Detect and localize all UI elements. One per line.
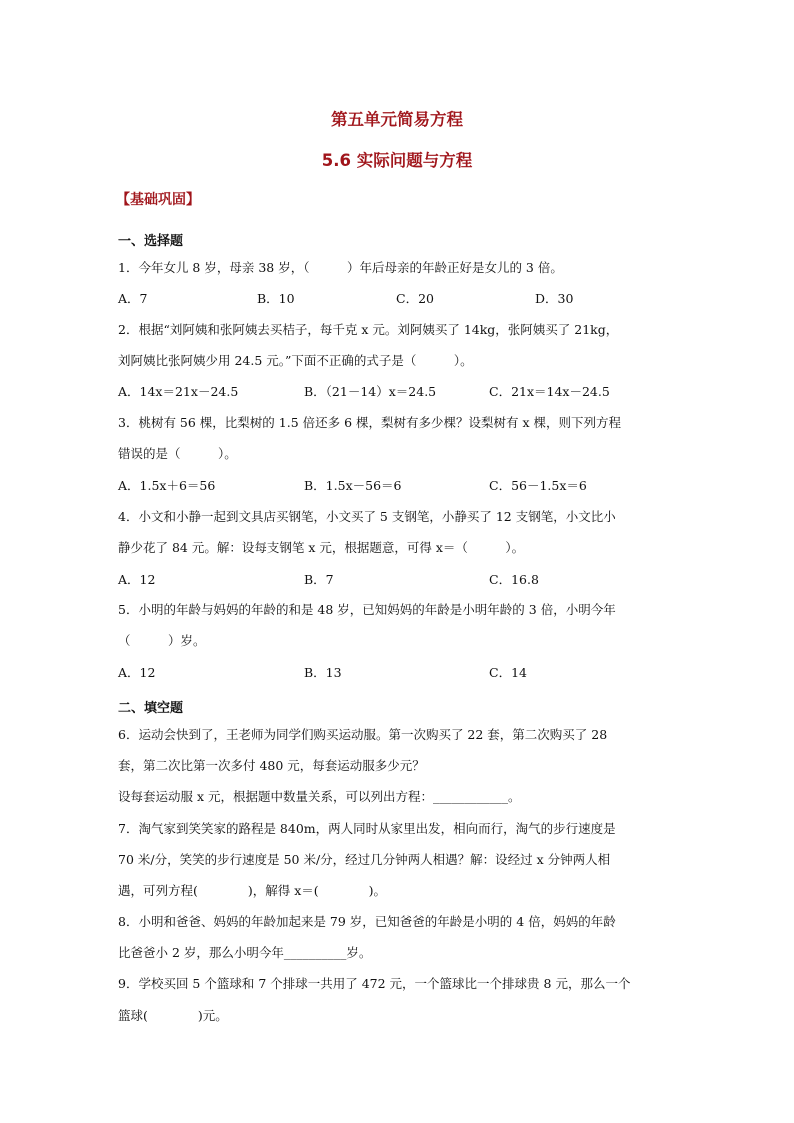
question-2-line-1: 2．根据“刘阿姨和张阿姨去买桔子，每千克 x 元。刘阿姨买了 14kg，张阿姨买了 21kg， xyxy=(118,322,619,337)
question-5-line-1: 5．小明的年龄与妈妈的年龄的和是 48 岁，已知妈妈的年龄是小明年龄的 3 倍，小明今年 xyxy=(118,602,616,617)
option-a[interactable]: A．14x＝21x－24.5 xyxy=(118,384,239,399)
option-b[interactable]: B．1.5x－56＝6 xyxy=(304,478,402,493)
question-3-line-1: 3．桃树有 56 棵，比梨树的 1.5 倍还多 6 棵，梨树有多少棵？设梨树有 x 棵，则下列方程 xyxy=(118,415,622,430)
option-b[interactable]: B．10 xyxy=(257,291,295,306)
question-7-line-3: 遇，可列方程( )，解得 x＝( )。 xyxy=(118,883,387,898)
question-1-options xyxy=(118,291,678,307)
question-6-line-1: 6．运动会快到了，王老师为同学们购买运动服。第一次购买了 22 套，第二次购买了 28 xyxy=(118,727,608,742)
question-4-options xyxy=(118,572,678,588)
question-4-line-1: 4．小文和小静一起到文具店买钢笔，小文买了 5 支钢笔，小静买了 12 支钢笔，小文比小 xyxy=(118,509,616,524)
question-8-line-1: 8．小明和爸爸、妈妈的年龄加起来是 79 岁，已知爸爸的年龄是小明的 4 倍，妈妈的年龄 xyxy=(118,914,616,929)
option-b[interactable]: B．（21－14）x＝24.5 xyxy=(304,384,437,399)
section-heading-fill: 二、填空题 xyxy=(118,701,184,716)
question-9-line-2: 篮球( )元。 xyxy=(118,1008,228,1023)
question-2-options xyxy=(118,384,678,400)
question-7-line-1: 7．淘气家到笑笑家的路程是 840m，两人同时从家里出发，相向而行，淘气的步行速度是 xyxy=(118,821,616,836)
question-3-options xyxy=(118,478,678,494)
level-tag: 【基础巩固】 xyxy=(116,192,200,208)
option-b[interactable]: B．7 xyxy=(304,572,334,587)
question-3-line-2: 错误的是（ ）。 xyxy=(118,446,237,461)
question-1-line-1: 1．今年女儿 8 岁，母亲 38 岁，（ ）年后母亲的年龄正好是女儿的 3 倍。 xyxy=(118,260,563,275)
option-c[interactable]: C．21x＝14x－24.5 xyxy=(489,384,610,399)
question-6-line-2: 套，第二次比第一次多付 480 元，每套运动服多少元？ xyxy=(118,758,425,773)
question-5-options xyxy=(118,665,678,681)
question-2-line-2: 刘阿姨比张阿姨少用 24.5 元。”下面不正确的式子是（ ）。 xyxy=(118,353,473,368)
option-c[interactable]: C．16.8 xyxy=(489,572,539,587)
option-a[interactable]: A．1.5x＋6＝56 xyxy=(118,478,216,493)
lesson-title: 5.6 实际问题与方程 xyxy=(321,151,473,170)
question-4-line-2: 静少花了 84 元。解：设每支钢笔 x 元，根据题意，可得 x＝（ ）。 xyxy=(118,540,525,555)
question-5-line-2: （ ）岁。 xyxy=(118,633,206,648)
option-a[interactable]: A．12 xyxy=(118,572,156,587)
option-a[interactable]: A．12 xyxy=(118,665,156,680)
option-a[interactable]: A．7 xyxy=(118,291,148,306)
question-9-line-1: 9．学校买回 5 个篮球和 7 个排球一共用了 472 元，一个篮球比一个排球贵 8 元，那么一个 xyxy=(118,976,631,991)
question-6-line-3: 设每套运动服 x 元，根据题中数量关系，可以列出方程：____________。 xyxy=(118,789,521,804)
question-8-line-2: 比爸爸小 2 岁，那么小明今年__________岁。 xyxy=(118,945,372,960)
option-c[interactable]: C．14 xyxy=(489,665,527,680)
option-d[interactable]: D．30 xyxy=(535,291,574,306)
option-c[interactable]: C．56－1.5x＝6 xyxy=(489,478,587,493)
section-heading-choice: 一、选择题 xyxy=(118,234,184,249)
unit-title: 第五单元简易方程 xyxy=(331,110,463,129)
option-c[interactable]: C．20 xyxy=(396,291,434,306)
question-7-line-2: 70 米/分，笑笑的步行速度是 50 米/分，经过几分钟两人相遇？解：设经过 x 分钟两人相 xyxy=(118,852,611,867)
option-b[interactable]: B．13 xyxy=(304,665,342,680)
